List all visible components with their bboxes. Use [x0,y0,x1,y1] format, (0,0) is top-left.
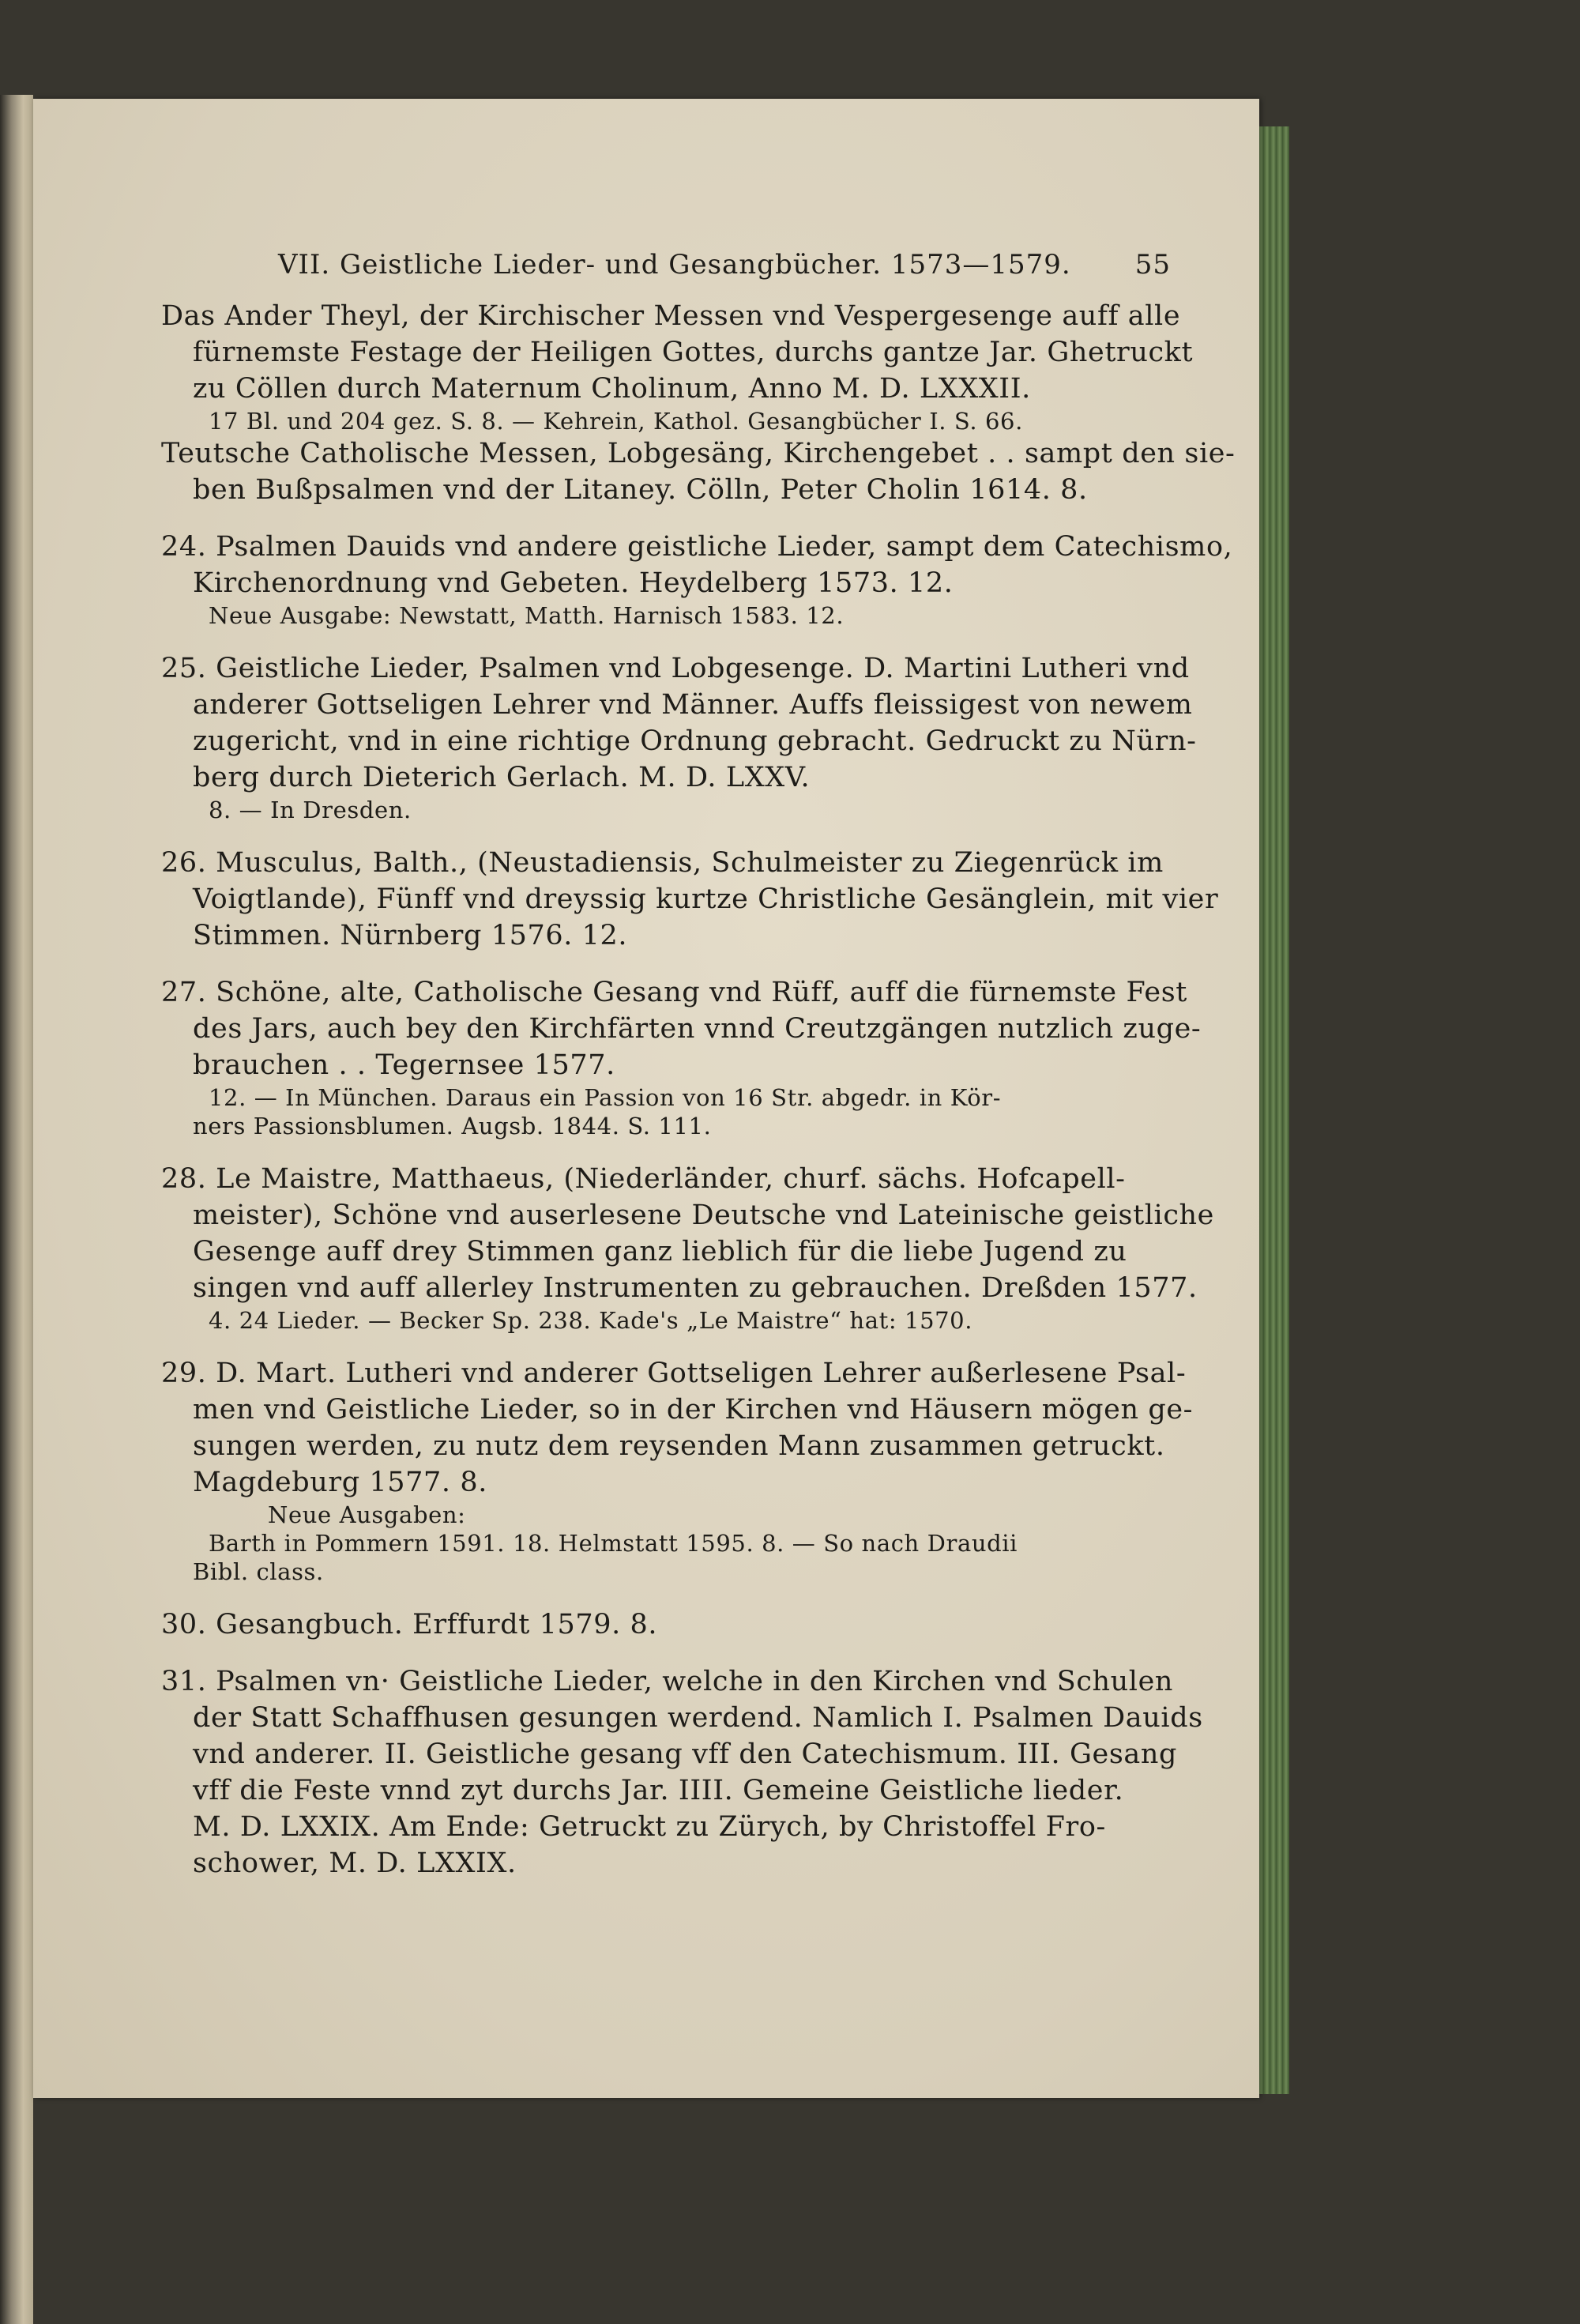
entry-text-line: fürnemste Festage der Heiligen Gottes, durchs gantze Jar. Ghetruckt [193,337,1194,368]
entry-note-line: 8. — In Dresden. [209,797,412,823]
entry-note-line: Neue Ausgabe: Newstatt, Matth. Harnisch 1583. 12. [209,602,845,629]
entry-note-line: 12. — In München. Daraus ein Passion von 16 Str. abgedr. in Kör- [209,1084,1002,1111]
entry-text-line: 28. Le Maistre, Matthaeus, (Niederländer, churf. sächs. Hofcapell- [161,1163,1126,1195]
entry-note-line: Barth in Pommern 1591. 18. Helmstatt 1595. 8. — So nach Draudii [209,1530,1018,1557]
entry-text-line: Voigtlande), Fünff vnd dreyssig kurtze Christliche Gesänglein, mit vier [193,883,1219,915]
page-body [161,298,1236,1881]
entry-text-line: der Statt Schaffhusen gesungen werdend. Namlich I. Psalmen Dauids [193,1702,1203,1734]
entry-text-line: 30. Gesangbuch. Erffurdt 1579. 8. [161,1609,658,1640]
bibliography-entry [161,1663,1203,1881]
bibliography-entry [161,650,1197,824]
header-title: VII. Geistliche Lieder- und Gesangbücher. 1573—1579. [278,249,1071,281]
entry-text-line: men vnd Geistliche Lieder, so in der Kirchen vnd Häusern mögen ge- [193,1394,1194,1426]
entry-text-line: 27. Schöne, alte, Catholische Gesang vnd Rüff, auff die fürnemste Fest [161,977,1187,1008]
entry-text-line: meister), Schöne vnd auserlesene Deutsche vnd Lateinische geistliche [193,1200,1214,1231]
bibliography-entry [161,1606,1180,1643]
entry-text-line: Stimmen. Nürnberg 1576. 12. [193,920,628,951]
entry-gap [161,954,1180,974]
entry-text-line: zu Cöllen durch Maternum Cholinum, Anno M. D. LXXXII. [193,373,1031,405]
page-fore-edge [1258,126,1289,2094]
bibliography-entry [161,845,1219,954]
entry-text-line: zugericht, vnd in eine richtige Ordnung gebracht. Gedruckt zu Nürn- [193,725,1197,757]
bibliography-entry [161,974,1202,1140]
bibliography-entry [161,1355,1194,1586]
entry-text-line: Kirchenordnung vnd Gebeten. Heydelberg 1573. 12. [193,567,954,599]
entry-text-line: Magdeburg 1577. 8. [193,1467,487,1498]
entry-gap [161,1643,1180,1663]
book-page [33,99,1259,2098]
entry-gap [161,824,1180,845]
entry-note-line: Neue Ausgaben: [268,1501,466,1528]
entry-text-line: 24. Psalmen Dauids vnd andere geistliche Lieder, sampt dem Catechismo, [161,531,1233,563]
entry-text-line: vnd anderer. II. Geistliche gesang vff den Catechismum. III. Gesang [193,1738,1177,1770]
entry-text-line: 26. Musculus, Balth., (Neustadiensis, Schulmeister zu Ziegenrück im [161,847,1164,879]
entry-text-line: singen vnd auff allerley Instrumenten zu gebrauchen. Dreßden 1577. [193,1272,1198,1304]
entry-text-line: ben Bußpsalmen vnd der Litaney. Cölln, Peter Cholin 1614. 8. [193,474,1088,506]
bibliography-entry [161,1161,1214,1335]
entry-text-line: anderer Gottseligen Lehrer vnd Männer. Auffs fleissigest von newem [193,689,1193,721]
left-page-edge [0,95,33,2324]
running-header [278,249,1171,281]
entry-note-line: ners Passionsblumen. Augsb. 1844. S. 111. [193,1113,712,1139]
entry-text-line: sungen werden, zu nutz dem reysenden Mann zusammen getruckt. [193,1430,1165,1462]
page-number: 55 [1134,249,1171,281]
entry-gap [161,508,1180,529]
bibliography-entry [161,298,1236,508]
entry-text-line: Gesenge auff drey Stimmen ganz lieblich für die liebe Jugend zu [193,1236,1127,1267]
entry-text-line: vff die Feste vnnd zyt durchs Jar. IIII. Gemeine Geistliche lieder. [193,1775,1124,1806]
entry-note-line: 4. 24 Lieder. — Becker Sp. 238. Kade's „Le Maistre“ hat: 1570. [209,1307,973,1334]
entry-text-line: 31. Psalmen vn· Geistliche Lieder, welche in den Kirchen vnd Schulen [161,1666,1174,1697]
entry-gap [161,1140,1180,1161]
entry-note-line: 17 Bl. und 204 gez. S. 8. — Kehrein, Kathol. Gesangbücher I. S. 66. [209,408,1023,435]
entry-text-line: 29. D. Mart. Lutheri vnd anderer Gottseligen Lehrer außerlesene Psal- [161,1358,1187,1389]
entry-text-line: Das Ander Theyl, der Kirchischer Messen vnd Vespergesenge auff alle [161,300,1181,332]
entry-text-line: berg durch Dieterich Gerlach. M. D. LXXV. [193,762,811,793]
entry-text-line: Teutsche Catholische Messen, Lobgesäng, Kirchengebet . . sampt den sie- [161,438,1236,469]
entry-text-line: M. D. LXXIX. Am Ende: Getruckt zu Zürych, by Christoffel Fro- [193,1811,1106,1843]
bibliography-entry [161,529,1233,630]
entry-text-line: des Jars, auch bey den Kirchfärten vnnd Creutzgängen nutzlich zuge- [193,1013,1202,1045]
entry-text-line: schower, M. D. LXXIX. [193,1848,517,1879]
entry-gap [161,630,1180,650]
entry-text-line: brauchen . . Tegernsee 1577. [193,1049,615,1081]
entry-note-line: Bibl. class. [193,1558,324,1585]
entry-text-line: 25. Geistliche Lieder, Psalmen vnd Lobgesenge. D. Martini Lutheri vnd [161,653,1190,684]
entry-gap [161,1586,1180,1606]
entry-gap [161,1335,1180,1355]
